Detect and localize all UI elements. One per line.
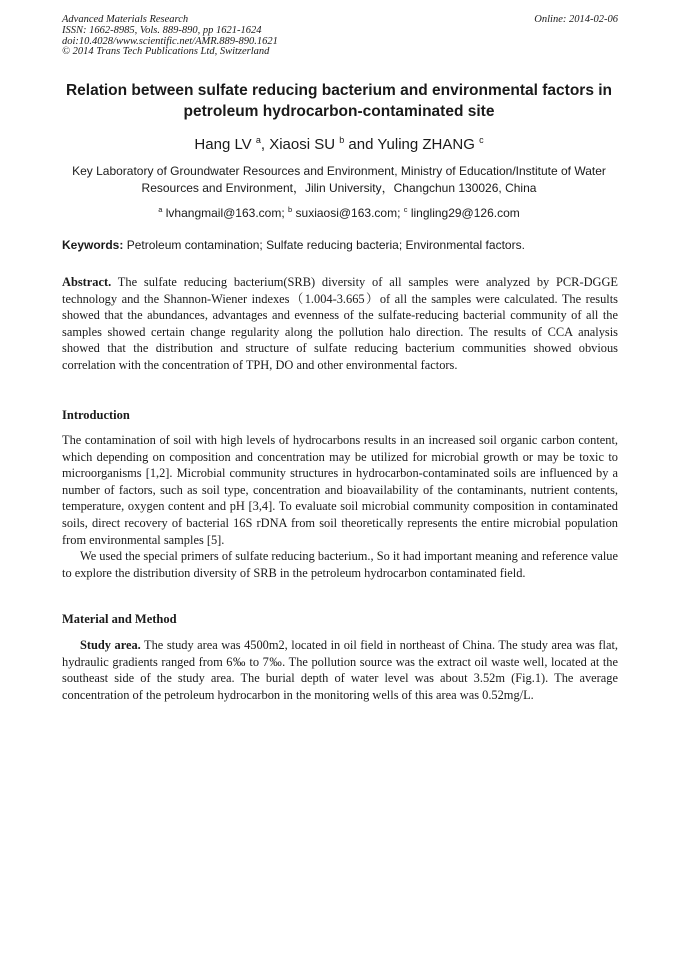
email-superscript: c: [403, 205, 408, 214]
email-link[interactable]: lingling29@126.com: [410, 206, 520, 220]
introduction-body: [62, 432, 618, 581]
abstract-text: The sulfate reducing bacterium(SRB) diversity of all samples were analyzed by PCR-DGGE technology and the Shannon-Wiener indexes（1.004-3.665）of all the samples were calculated. The results showed that the abundances, advantages and evenness of the sulfate-reducing bacterial community of all the samples showed certain change regularity along the pollution halo direction. The results of CCA analysis showed that the distribution and structure of sulfate reducing bacterium communities showed obvious correlation with the concentration of TPH, DO and other environmental factors.: [62, 275, 618, 372]
author-superscript: a: [255, 135, 261, 145]
keywords-text: Petroleum contamination; Sulfate reducing bacteria; Environmental factors.: [123, 238, 525, 252]
study-area-label: Study area.: [80, 638, 141, 652]
introduction-heading: Introduction: [62, 408, 130, 422]
paragraph: We used the special primers of sulfate reducing bacterium., So it had important meaning and reference value to explore the distribution diversity of SRB in the petroleum hydrocarbon contaminated field.: [62, 549, 618, 580]
method-heading: Material and Method: [62, 612, 177, 626]
keywords-label: Keywords:: [62, 238, 124, 252]
author-separator: and: [344, 136, 378, 153]
copyright-line: © 2014 Trans Tech Publications Ltd, Switzerland: [62, 46, 270, 58]
email-link[interactable]: lvhangmail@163.com;: [165, 206, 288, 220]
author-superscript: c: [479, 135, 484, 145]
abstract: [62, 274, 618, 374]
affiliation: Key Laboratory of Groundwater Resources and Environment, Ministry of Education/Institute of Water Resources and Environment，Jilin University，Changchun 130026, China: [72, 164, 606, 195]
journal-name: Advanced Materials Research: [62, 14, 189, 25]
paragraph: The contamination of soil with high levels of hydrocarbons results in an increased soil organic carbon content, which depending on composition and concentration may be utilized for microbial growth or may be toxic to microorganisms [1,2]. Microbial community structures in hydrocarbon-contaminated soils are influenced by a number of factors, such as soil type, concentration and bioavailability of the contaminants, nutrient contents, temperature, oxygen content and pH [3,4]. To evaluate soil microbial community composition in contaminated soils, direct recovery of bacterial 16S rDNA from soil theoretically represents the entire microbial population from environmental samples [5].: [62, 433, 618, 547]
author-list: [40, 131, 638, 154]
doi-line: doi:10.4028/www.scientific.net/AMR.889-890.1621: [62, 35, 278, 47]
journal-header: [62, 15, 618, 58]
abstract-label: Abstract.: [62, 275, 112, 289]
study-area-text: The study area was 4500m2, located in oil field in northeast of China. The study area was flat, hydraulic gradients ranged from 6‰ to 7‰. The pollution source was the extract oil waste well, located at the southeast side of the study area. The burial depth of water level was about 3.52m (Fig.1). The average concentration of the petroleum hydrocarbon in the monitoring wells of this area was 0.52mg/L.: [62, 638, 618, 702]
issn-line: ISSN: 1662-8985, Vols. 889-890, pp 1621-1624: [62, 24, 262, 36]
email-superscript: a: [158, 205, 163, 214]
author-name: Yuling ZHANG: [377, 136, 475, 153]
keywords: [62, 237, 618, 253]
study-area-paragraph: [62, 637, 618, 703]
email-link[interactable]: suxiaosi@163.com;: [295, 206, 404, 220]
author-emails: [40, 201, 638, 222]
author-name: Hang LV: [194, 136, 252, 153]
paper-title: Relation between sulfate reducing bacterium and environmental factors in petroleum hydrocarbon-contaminated site: [65, 82, 613, 120]
author-superscript: b: [339, 135, 345, 145]
author-separator: ,: [260, 136, 270, 153]
email-superscript: b: [288, 205, 293, 214]
online-date: Online: 2014-02-06: [534, 14, 618, 25]
author-name: Xiaosi SU: [269, 136, 336, 153]
